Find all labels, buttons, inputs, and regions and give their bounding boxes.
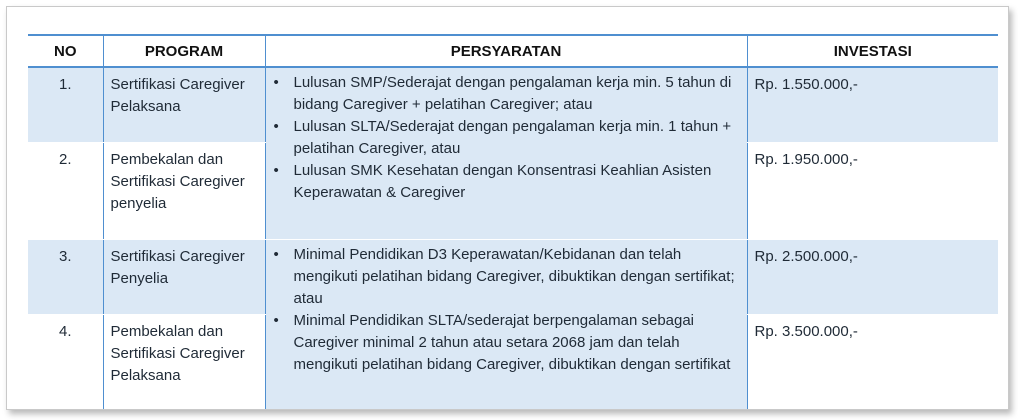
requirement-item: • Lulusan SMP/Sederajat dengan pengalaman kerja min. 5 tahun di bidang Caregiver + pelatihan Caregiver; atau xyxy=(294,72,741,116)
requirement-item: • Lulusan SLTA/Sederajat dengan pengalaman kerja min. 1 tahun + pelatihan Caregiver, atau xyxy=(294,116,741,160)
row-investment: Rp. 1.950.000,- xyxy=(747,143,998,240)
table-row xyxy=(28,67,998,143)
row-no: 1. xyxy=(28,67,103,143)
program-table xyxy=(28,34,998,410)
requirement-item: • Minimal Pendidikan D3 Keperawatan/Kebidanan dan telah mengikuti pelatihan bidang Caregiver, dibuktikan dengan sertifikat; atau xyxy=(294,244,741,310)
header-investment: INVESTASI xyxy=(747,35,998,67)
row-program: Sertifikasi Caregiver Pelaksana xyxy=(103,67,265,143)
header-no: NO xyxy=(28,35,103,67)
row-no: 2. xyxy=(28,143,103,240)
header-row xyxy=(28,35,998,67)
requirements-cell xyxy=(265,240,747,411)
row-program: Pembekalan dan Sertifikasi Caregiver penyelia xyxy=(103,143,265,240)
row-program: Pembekalan dan Sertifikasi Caregiver Pelaksana xyxy=(103,315,265,411)
requirements-list xyxy=(272,244,741,376)
row-program: Sertifikasi Caregiver Penyelia xyxy=(103,240,265,315)
header-requirements: PERSYARATAN xyxy=(265,35,747,67)
requirements-cell xyxy=(265,67,747,240)
row-investment: Rp. 2.500.000,- xyxy=(747,240,998,315)
row-investment: Rp. 3.500.000,- xyxy=(747,315,998,411)
requirement-item: • Lulusan SMK Kesehatan dengan Konsentrasi Keahlian Asisten Keperawatan & Caregiver xyxy=(294,160,741,204)
document-frame xyxy=(6,6,1009,410)
header-program: PROGRAM xyxy=(103,35,265,67)
requirement-item: • Minimal Pendidikan SLTA/sederajat berpengalaman sebagai Caregiver minimal 2 tahun atau setara 2068 jam dan telah mengikuti pelatihan bidang Caregiver, dibuktikan dengan sertifikat xyxy=(294,310,741,376)
table-row xyxy=(28,240,998,315)
requirements-list xyxy=(272,72,741,204)
row-no: 4. xyxy=(28,315,103,411)
row-investment: Rp. 1.550.000,- xyxy=(747,67,998,143)
row-no: 3. xyxy=(28,240,103,315)
